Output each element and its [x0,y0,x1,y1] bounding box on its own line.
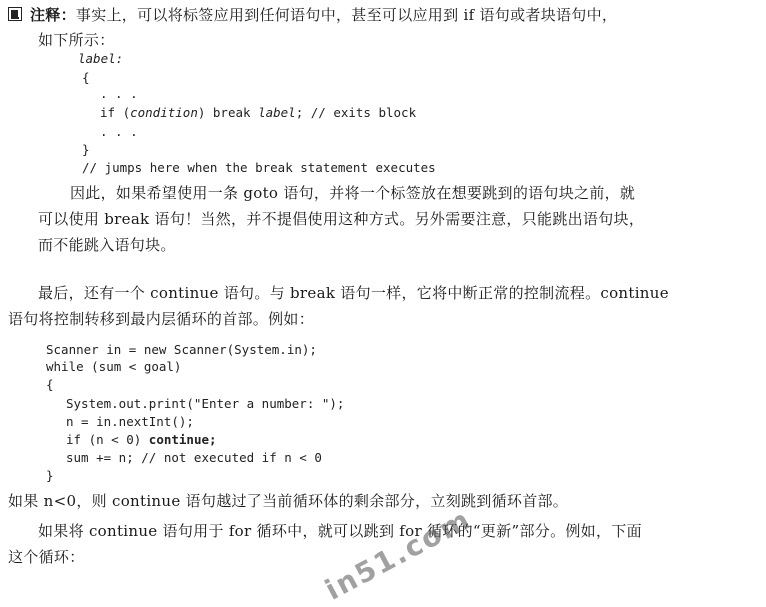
para1-line-1: 因此，如果希望使用一条 goto 语句，并将一个标签放在想要跳到的语句块之前，就 [70,184,636,202]
code2-continue: continue; [148,432,217,447]
para1-line-2: 可以使用 break 语句！当然，并不提倡使用这种方式。另外需要注意，只能跳出语句块， [38,210,645,228]
code1-comment: ; // exits block [295,105,417,120]
code1-line-4 [100,105,416,120]
code1-line-1: label: [78,51,124,66]
code1-if: if ( [100,105,131,120]
code1-line-7: // jumps here when the break statement executes [82,160,436,175]
code1-line-5: . . . [100,124,138,139]
note-text-1: 事实上，可以将标签应用到任何语句中，甚至可以应用到 if 语句或者块语句中， [75,6,618,24]
code1-line-2: { [82,70,90,85]
note-text-2: 如下所示： [38,31,115,49]
code1-line-6: } [82,142,90,157]
para3-line-1: 如果 n<0，则 continue 语句越过了当前循环体的剩余部分，立刻跳到循环首部。 [8,492,569,510]
code2-if: if (n < 0) [66,432,149,447]
para4-line-1: 如果将 continue 语句用于 for 循环中，就可以跳到 for 循环的“更新”部分。例如，下面 [38,522,642,540]
note-icon [8,7,22,21]
code2-line-3: { [46,377,54,392]
code1-condition: condition [130,105,198,120]
para4-line-2: 这个循环： [8,548,85,566]
code2-line-8: } [46,468,54,483]
code2-line-7: sum += n; // not executed if n < 0 [66,450,322,465]
code2-line-2: while (sum < goal) [46,359,182,374]
code1-label: label [258,105,296,120]
code2-line-6 [66,432,217,447]
code2-line-4: System.out.print("Enter a number: "); [66,396,345,411]
code1-break: ) break [197,105,259,120]
note-label: 注释： [30,6,76,24]
para1-line-3: 而不能跳入语句块。 [38,236,176,254]
para2-line-2: 语句将控制转移到最内层循环的首部。例如： [8,310,315,328]
para2-line-1: 最后，还有一个 continue 语句。与 break 语句一样，它将中断正常的控制流程。continue [38,284,669,302]
note-line-1 [30,6,617,24]
watermark: in51.com [319,502,477,607]
code2-line-5: n = in.nextInt(); [66,414,194,429]
code2-line-1: Scanner in = new Scanner(System.in); [46,342,317,357]
code1-line-3: . . . [100,86,138,101]
